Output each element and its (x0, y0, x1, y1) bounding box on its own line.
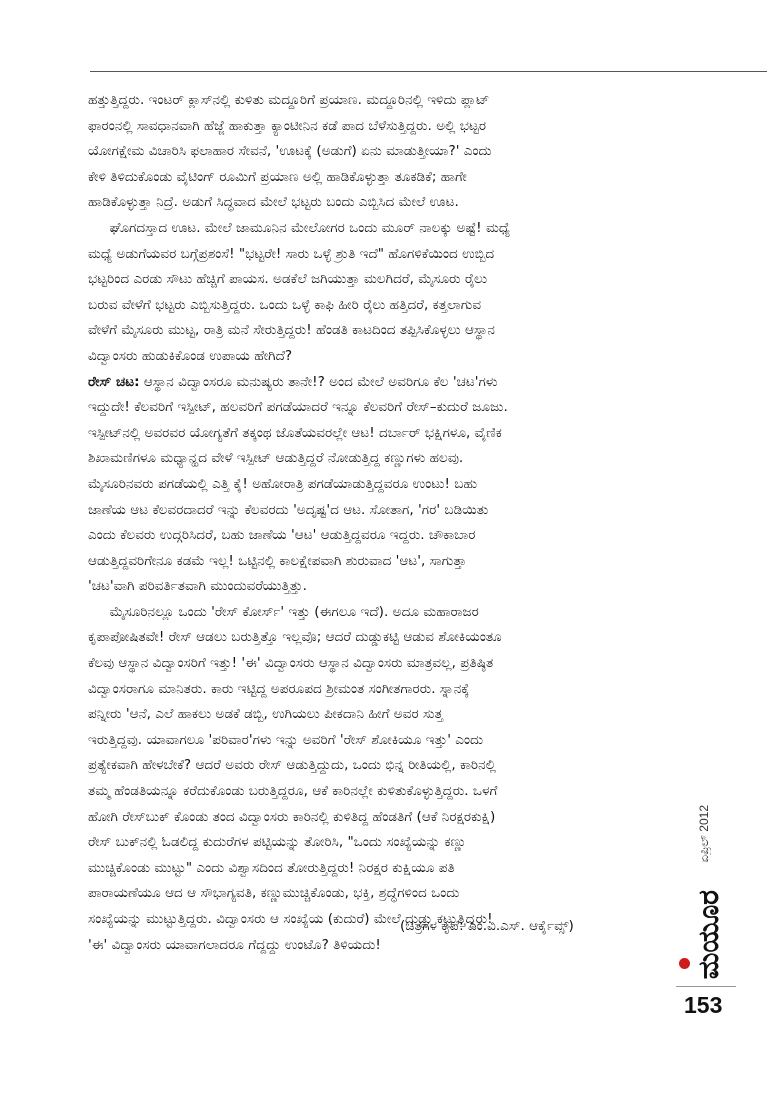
line-text: ವೇಳೆಗೆ ಮೈಸೂರು ಮುಟ್ಟ, ರಾತ್ರಿ ಮನೆ ಸೇರುತ್ತಿದ್ದರು! ಹೆಂಡತಿ ಕಾಟದಿಂದ ತಪ್ಪಿಸಿಕೊಳ್ಳಲು ಆಸ್ಥಾನ (88, 322, 495, 339)
text-line (88, 293, 672, 319)
line-text: ಇದ್ದುದೇ! ಕೆಲವರಿಗೆ ಇಸ್ಪೀಟ್, ಹಲವರಿಗೆ ಪಗಡೆಯಾದರೆ ಇನ್ನೂ ಕೆಲವರಿಗೆ ರೇಸ್–ಕುದುರೆ ಜೂಜು. (88, 399, 508, 416)
text-line (88, 779, 672, 805)
line-text: ಬರುವ ವೇಳೆಗೆ ಭಟ್ಟರು ಎಬ್ಬಿಸುತ್ತಿದ್ದರು. ಒಂದು ಒಳ್ಳೆ ಕಾಫಿ ಹೀರಿ ರೈಲು ಹತ್ತಿದರೆ, ಕತ್ತಲಾಗುವ (88, 296, 482, 313)
text-line (88, 190, 672, 216)
line-text: ರೇಸ್ ಬುಕ್‌ನಲ್ಲಿ ಓಡಲಿದ್ದ ಕುದುರೆಗಳ ಪಟ್ಟಿಯನ್ನು ತೋರಿಸಿ, "ಒಂದು ಸಂಖ್ಯೆಯನ್ನು ಕಣ್ಣು (88, 834, 467, 851)
line-text: ವಿದ್ವಾಂಸರು ಹುಡುಕಿಕೊಂಡ ಉಪಾಯ ಹೇಗಿದೆ? (88, 347, 293, 364)
line-text: ಭಟ್ಟರಿಂದ ಎರಡು ಸೌಟು ಹೆಚ್ಚಿಗೆ ಪಾಯಸ. ಅಡಕೆಲೆ ಜಗಿಯುತ್ತಾ ಮಲಗಿದರೆ, ಮೈಸೂರು ರೈಲು (88, 271, 488, 288)
text-line (88, 344, 672, 370)
line-text: ಪ್ರತ್ಯೇಕವಾಗಿ ಹೇಳಬೇಕೆ? ಆದರೆ ಅವರು ರೇಸ್ ಆಡುತ್ತಿದ್ದುದು, ಒಂದು ಭಿನ್ನ ರೀತಿಯಲ್ಲಿ, ಕಾರಿನಲ್ಲಿ (88, 757, 496, 774)
line-text: 'ಈ' ವಿದ್ವಾಂಸರು ಯಾವಾಗಲಾದರೂ ಗೆದ್ದದ್ದು ಉಂಟೊ? ತಿಳಿಯದು! (88, 936, 381, 953)
line-text: ತಮ್ಮ ಹೆಂಡತಿಯನ್ನೂ ಕರೆದುಕೊಂಡು ಬರುತ್ತಿದ್ದರೂ, ಆಕೆ ಕಾರಿನಲ್ಲೇ ಕುಳಿತುಕೊಳ್ಳುತ್ತಿದ್ದರು. ಒಳಗೆ (88, 783, 498, 800)
text-line (88, 753, 672, 779)
section-heading: ರೇಸ್ ಚಟ: (88, 373, 140, 390)
article-body (88, 88, 672, 958)
line-text: ಫಾರಂನಲ್ಲಿ ಸಾವಧಾನವಾಗಿ ಹೆಜ್ಜೆ ಹಾಕುತ್ತಾ ಕ್ಯಾಂಟೀನಿನ ಕಡೆ ಪಾದ ಬೆಳೆಸುತ್ತಿದ್ದರು. ಅಲ್ಲಿ ಭಟ್ಟರ (88, 117, 487, 134)
line-text: ಜಾಣೆಯ ಆಟ ಕೆಲವರದಾದರೆ ಇನ್ನು ಕೆಲವರದು 'ಅದೃಷ್ಟ'ದ ಆಟ. ಸೋತಾಗ, 'ಗರ' ಬಡಿಯಿತು (88, 501, 489, 518)
line-text: ಇರುತ್ತಿದ್ದವು. ಯಾವಾಗಲೂ 'ಪರಿವಾರ'ಗಳು ಇನ್ನು ಅವರಿಗೆ 'ರೇಸ್ ಶೋಕಿಯೂ ಇತ್ತು' ಎಂದು (88, 731, 484, 748)
issue-date: ಏಪ್ರಿಲ್ 2012 (697, 805, 711, 863)
footer-rule (676, 986, 736, 987)
text-line (88, 574, 672, 600)
text-line (88, 318, 672, 344)
text-line (88, 651, 672, 677)
line-text: ಶಿಖಾಮಣಿಗಳೂ ಮಧ್ಯಾನ್ಹದ ವೇಳೆ ಇಸ್ಪೀಟ್ ಆಡುತ್ತಿದ್ದರೆ ನೋಡುತ್ತಿದ್ದ ಕಣ್ಣುಗಳು ಹಲವು. (88, 450, 464, 467)
line-text: ಕೇಳಿ ತಿಳಿದುಕೊಂಡು ವೈಟಿಂಗ್ ರೂಮಿಗೆ ಪ್ರಯಾಣ ಅಲ್ಲಿ ಹಾಡಿಕೊಳ್ಳುತ್ತಾ ತೂಕಡಿಕೆ; ಹಾಗೇ (88, 168, 467, 185)
line-text: ಕೆಲವು ಆಸ್ಥಾನ ವಿದ್ವಾಂಸರಿಗೆ ಇತ್ತು! 'ಈ' ವಿದ್ವಾಂಸರು ಆಸ್ಥಾನ ವಿದ್ವಾಂಸರು ಮಾತ್ರವಲ್ಲ, ಪ್ರತಿಷ್ಠಿತ (88, 655, 494, 672)
line-text: ಪನ್ನೀರು 'ಆನೆ, ಎಲೆ ಹಾಕಲು ಅಡಕೆ ಡಬ್ಬಿ, ಉಗಿಯಲು ಪೀಕದಾನಿ ಹೀಗೆ ಅವರ ಸುತ್ತ (88, 706, 443, 723)
line-text: ಮೈಸೂರಿನವರು ಪಗಡೆಯಲ್ಲಿ ಎತ್ತಿ ಕೈ! ಅಹೋರಾತ್ರಿ ಪಗಡೆಯಾಡುತ್ತಿದ್ದವರೂ ಉಂಟು! ಬಹು (88, 475, 478, 492)
line-text: ಕೃಪಾಪೋಷಿತವೇ! ರೇಸ್ ಆಡಲು ಬರುತ್ತಿತ್ತೊ ಇಲ್ಲವೊ; ಆದರೆ ದುಡ್ಡುಕಟ್ಟಿ ಆಡುವ ಶೋಕಿಯಂತೂ (88, 629, 502, 646)
line-text: ಹಾಡಿಕೊಳ್ಳುತ್ತಾ ನಿದ್ರೆ. ಅಡುಗೆ ಸಿದ್ಧವಾದ ಮೇಲೆ ಭಟ್ಟರು ಬಂದು ಎಬ್ಬಿಸಿದ ಮೇಲೆ ಊಟ. (88, 194, 459, 211)
text-line (88, 830, 672, 856)
text-line (88, 677, 672, 703)
line-text: ಮುಚ್ಚಿಕೊಂಡು ಮುಟ್ಟು" ಎಂದು ವಿಶ್ವಾಸದಿಂದ ತೋರುತ್ತಿದ್ದರು! ನಿರಕ್ಷರ ಕುಕ್ಷಿಯೂ ಪತಿ (88, 859, 455, 876)
line-text: ಪಾರಾಯಣೆಯೂ ಆದ ಆ ಸೌಭಾಗ್ಯವತಿ, ಕಣ್ಣುಮುಚ್ಚಿಕೊಂಡು, ಭಕ್ತಿ, ಶ್ರದ್ಧೆಗಳಿಂದ ಒಂದು (88, 885, 460, 902)
line-text: ಹೋಗಿ ರೇಸ್‌ಬುಕ್ ಕೊಂಡು ತಂದ ವಿದ್ವಾಂಸರು ಕಾರಿನಲ್ಲಿ ಕುಳಿತಿದ್ದ ಹೆಂಡತಿಗೆ (ಆಕೆ ನಿರಕ್ಷರಕುಕ್ಷಿ) (88, 808, 496, 825)
text-line (88, 446, 672, 472)
text-line (88, 549, 672, 575)
line-text: ವಿದ್ವಾಂಸರಾಗೂ ಮಾನಿತರು. ಕಾರು ಇಟ್ಟಿದ್ದ ಅಪರೂಪದ ಶ್ರೀಮಂತ ಸಂಗೀತಗಾರರು. ಸ್ನಾನಕ್ಕೆ (88, 680, 470, 697)
line-text: ಮಧ್ಯೆ ಅಡುಗೆಯವರ ಬಗ್ಗೆಪ್ರಶಂಸೆ! "ಭಟ್ಟರೇ! ಸಾರು ಒಳ್ಳೆ ಶ್ರುತಿ ಇದೆ" ಹೊಗಳಿಕೆಯಿಂದ ಉಬ್ಬಿದ (88, 245, 495, 262)
text-line (88, 856, 672, 882)
text-line (88, 728, 672, 754)
line-text: ಎಂದು ಕೆಲವರು ಉದ್ಗರಿಸಿದರೆ, ಬಹು ಜಾಣೆಯ 'ಆಟ' ಆಡುತ್ತಿದ್ದವರೂ ಇದ್ದರು. ಚೌಕಾಬಾರ (88, 527, 476, 544)
text-line (88, 472, 672, 498)
line-text: ಇಸ್ಪೀಟ್‌ನಲ್ಲಿ ಅವರವರ ಯೋಗ್ಯತೆಗೆ ತಕ್ಕಂಥ ಜೊತೆಯವರಲ್ಲೇ ಆಟ! ದರ್ಬಾರ್ ಭಕ್ಷಿಗಳೂ, ವೈಣಿಕ (88, 424, 502, 441)
text-line (88, 498, 672, 524)
text-line (88, 88, 672, 114)
text-line (88, 421, 672, 447)
text-line (88, 933, 672, 959)
line-text: ಹತ್ತುತ್ತಿದ್ದರು. ಇಂಟರ್ ಕ್ಲಾಸ್‌ನಲ್ಲಿ ಕುಳಿತು ಮದ್ದೂರಿಗೆ ಪ್ರಯಾಣ. ಮದ್ದೂರಿನಲ್ಲಿ ಇಳಿದು ಪ್ಲಾಟ್ (88, 92, 490, 108)
line-text: 'ಚಟ'ವಾಗಿ ಪರಿವರ್ತಿತವಾಗಿ ಮುಂದುವರೆಯುತ್ತಿತ್ತು. (88, 578, 307, 595)
line-text: ಮೈಸೂರಿನಲ್ಲೂ ಒಂದು 'ರೇಸ್ ಕೋರ್ಸ್' ಇತ್ತು (ಈಗಲೂ ಇದೆ). ಅದೂ ಮಹಾರಾಜರ (88, 603, 479, 620)
text-line (88, 702, 672, 728)
text-line (88, 881, 672, 907)
text-line (88, 625, 672, 651)
header-rule (90, 71, 767, 72)
page-number: 153 (684, 992, 723, 1018)
text-line (88, 370, 672, 396)
text-line (88, 242, 672, 268)
line-text: ಯೋಗಕ್ಷೇಮ ವಿಚಾರಿಸಿ ಫಲಾಹಾರ ಸೇವನೆ, 'ಊಟಕ್ಕೆ (ಅಡುಗೆ) ಏನು ಮಾಡುತ್ತೀಯಾ?' ಎಂದು (88, 143, 492, 160)
text-line (88, 139, 672, 165)
text-line (88, 523, 672, 549)
magazine-logo: ಮಯೂರ (692, 890, 725, 980)
text-line (88, 267, 672, 293)
image-credit: (ಚಿತ್ರಗಳ ಕೃಪೆ: ಎಂ.ವಿ.ಎಸ್. ಆರ್ಕೈವ್ಸ್) (400, 918, 574, 934)
line-text: ಆಸ್ಥಾನ ವಿದ್ವಾಂಸರೂ ಮನುಷ್ಯರು ತಾನೇ!? ಅಂದ ಮೇಲೆ ಅವರಿಗೂ ಕೆಲ 'ಚಟ'ಗಳು (139, 373, 498, 390)
text-line (88, 216, 672, 242)
red-dot-icon (679, 958, 690, 969)
text-line (88, 805, 672, 831)
text-line (88, 600, 672, 626)
line-text: ಸಂಖ್ಯೆಯನ್ನು ಮುಟ್ಟುತ್ತಿದ್ದರು. ವಿದ್ವಾಂಸರು ಆ ಸಂಖ್ಯೆಯ (ಕುದುರೆ) ಮೇಲೆ ದುಡ್ಡು ಕಟ್ಟುತ್ತಿದ್ದರು! (88, 911, 493, 927)
line-text: ಆಡುತ್ತಿದ್ದವರಿಗೇನೂ ಕಡಮೆ ಇಲ್ಲ! ಒಟ್ಟಿನಲ್ಲಿ ಕಾಲಕ್ಷೇಪವಾಗಿ ಶುರುವಾದ 'ಆಟ', ಸಾಗುತ್ತಾ (88, 552, 467, 569)
text-line (88, 114, 672, 140)
text-line (88, 395, 672, 421)
text-line (88, 165, 672, 191)
line-text: ಘೊಗದಸ್ತಾದ ಊಟ. ಮೇಲೆ ಜಾಮೂನಿನ ಮೇಲೋಗರ ಒಂದು ಮೂರ್ ನಾಲಕ್ಕು ಅಷ್ಟೆ! ಮಧ್ಯೆ (88, 219, 511, 236)
